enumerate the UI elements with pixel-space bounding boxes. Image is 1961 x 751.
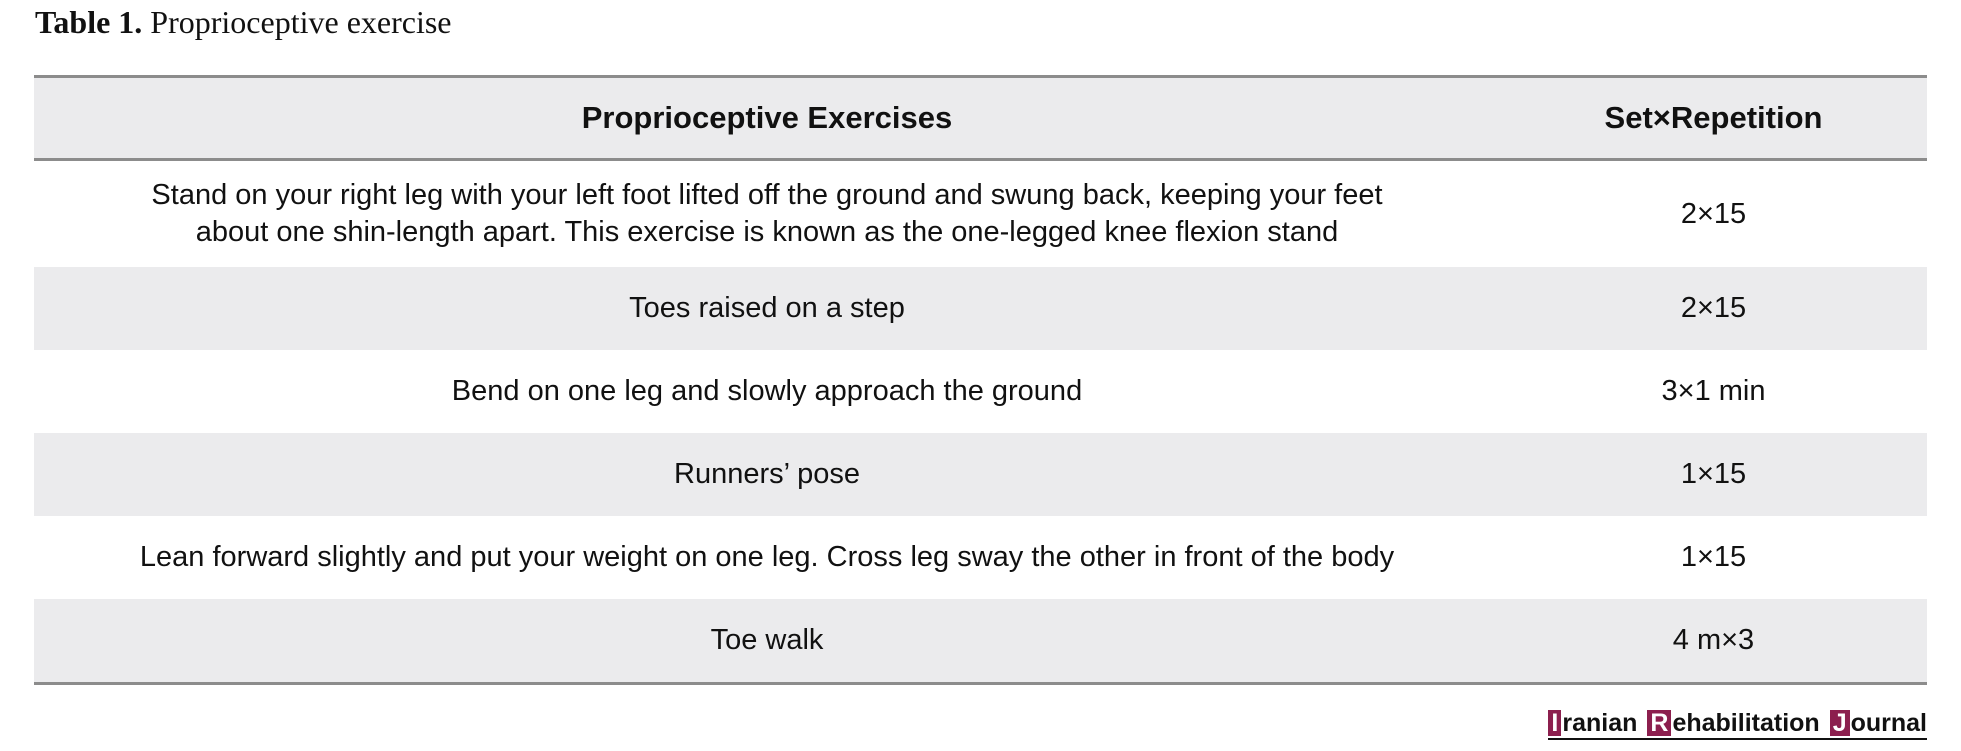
journal-logo-initial: R — [1647, 710, 1671, 736]
journal-logo-initial: I — [1548, 710, 1561, 736]
set-repetition-cell: 3×1 min — [1661, 375, 1766, 407]
exercise-cell: Lean forward slightly and put your weight on one leg. Cross leg sway the other in front of the body — [139, 541, 1395, 573]
set-repetition-cell: 1×15 — [1680, 541, 1747, 573]
journal-logo-word-rest: ournal — [1850, 709, 1927, 737]
table-caption — [35, 2, 452, 42]
journal-logo — [1548, 708, 1927, 738]
journal-logo-word-rest: ranian — [1562, 709, 1638, 737]
table-row — [34, 599, 1927, 682]
set-repetition-cell: 1×15 — [1680, 458, 1747, 490]
table-row — [34, 161, 1927, 267]
table-row — [34, 433, 1927, 516]
set-repetition-cell: 4 m×3 — [1672, 624, 1755, 656]
column-header-exercises: Proprioceptive Exercises — [581, 100, 953, 135]
exercise-text-line: Stand on your right leg with your left foot lifted off the ground and swung back, keeping your feet — [151, 179, 1383, 211]
set-repetition-cell: 2×15 — [1680, 197, 1747, 230]
journal-logo-underline — [1548, 738, 1927, 740]
exercise-table — [34, 75, 1927, 685]
exercise-cell: Toes raised on a step — [629, 292, 905, 324]
column-header-set-repetition: Set×Repetition — [1604, 100, 1823, 135]
exercise-cell: Runners’ pose — [674, 458, 860, 490]
table-header-row — [34, 78, 1927, 161]
journal-logo-word — [1548, 708, 1637, 738]
exercise-text-line: about one shin-length apart. This exercise is known as the one-legged knee flexion stand — [195, 216, 1339, 248]
set-repetition-cell: 2×15 — [1680, 292, 1747, 324]
table-caption-label: Table 1. — [35, 4, 143, 40]
exercise-cell: Toe walk — [710, 624, 824, 656]
journal-logo-initial: J — [1830, 710, 1850, 736]
table-row — [34, 516, 1927, 599]
journal-logo-word-rest: ehabilitation — [1672, 709, 1820, 737]
table-caption-text: Proprioceptive exercise — [150, 4, 452, 40]
journal-logo-word — [1830, 708, 1927, 738]
table-row — [34, 267, 1927, 350]
exercise-cell: Bend on one leg and slowly approach the ground — [451, 375, 1083, 407]
journal-logo-word — [1647, 708, 1819, 738]
exercise-cell — [34, 177, 1500, 251]
table-row — [34, 350, 1927, 433]
